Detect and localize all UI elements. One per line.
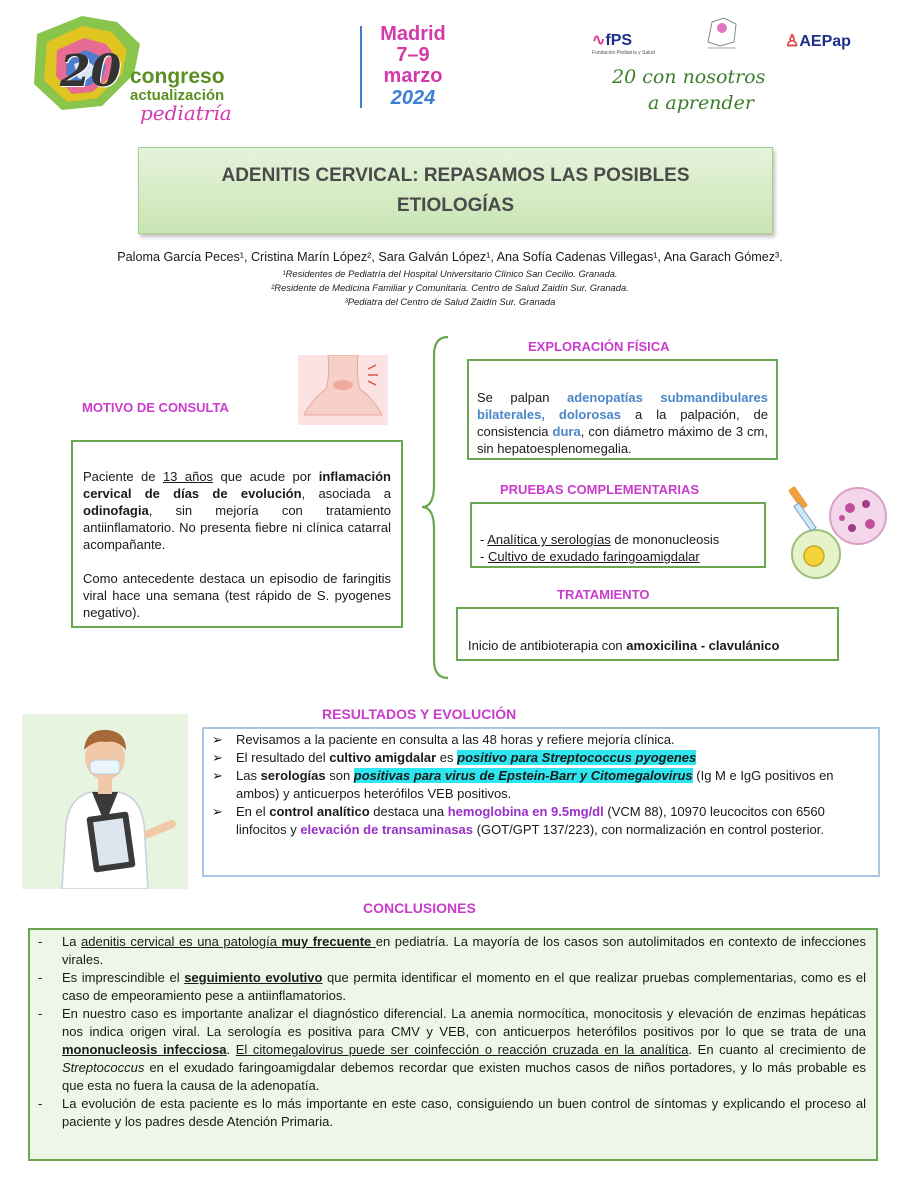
fps-tagline: Fundación Pediatría y Salud xyxy=(592,50,655,56)
conclusiones-list xyxy=(38,933,866,1131)
slogan xyxy=(612,64,765,116)
doctor-illustration xyxy=(22,714,188,889)
conclusion-bold-underline: mononucleosis infecciosa xyxy=(62,1042,227,1057)
curly-brace xyxy=(420,335,450,680)
slogan-line2: a aprender xyxy=(648,92,754,114)
resultados-box xyxy=(202,727,880,877)
neck-pain-illustration xyxy=(298,355,388,425)
exploracion-box xyxy=(467,359,778,460)
resultado-text: destaca una xyxy=(369,804,448,819)
resultado-text: Las xyxy=(236,768,261,783)
motivo-text: Paciente de xyxy=(83,469,163,484)
affiliation-1: ¹Residentes de Pediatría del Hospital Universitario Clínico San Cecilio. Granada. xyxy=(282,268,618,279)
pruebas-item-1 xyxy=(480,531,756,548)
pruebas-dash: - xyxy=(480,549,488,564)
resultado-text: En el xyxy=(236,804,270,819)
lab-illustration xyxy=(780,484,892,582)
conclusion-text: en pediatría. La mayoría de los casos son autolimitados en contexto de infecciones virales. xyxy=(62,934,866,967)
exploracion-title: EXPLORACIÓN FÍSICA xyxy=(528,339,670,354)
resultado-text: Revisamos a la paciente en consulta a las 48 horas y refiere mejoría clínica. xyxy=(236,732,675,747)
antibiotic-name: amoxicilina - clavulánico xyxy=(626,638,780,653)
resultado-text: es xyxy=(436,750,458,765)
event-location-date xyxy=(372,24,454,109)
motivo-text: , sin mejoría con tratamiento antiinflamatorio. No presenta fiebre ni clínica catarral acompañante. xyxy=(83,503,391,552)
dash-bullet: - xyxy=(38,970,43,985)
motivo-text: que acude por xyxy=(213,469,319,484)
arrow-bullet-icon: ➢ xyxy=(212,768,223,783)
arrow-bullet-icon: ➢ xyxy=(212,732,223,747)
resultado-highlight: positivo para Streptococcus pyogenes xyxy=(457,750,697,765)
authors: Paloma García Peces¹, Cristina Marín López², Sara Galván López¹, Ana Sofía Cadenas Villegas¹, Ana Garach Gómez³. xyxy=(117,250,783,264)
conclusion-text: . xyxy=(226,1042,236,1057)
tratamiento-intro: Inicio de antibioterapia con xyxy=(468,638,627,653)
resultado-bold: serologías xyxy=(260,768,326,783)
congress-line1: congreso xyxy=(130,65,225,88)
main-complaint: inflamación cervical de días de evolución xyxy=(83,469,391,501)
resultado-item-3 xyxy=(212,767,868,803)
fps-logo-text: fPS xyxy=(605,32,633,49)
society-emblem-icon xyxy=(702,12,742,52)
affiliation-2: ²Residente de Medicina Familiar y Comunitaria. Centro de Salud Zaidín Sur. Granada. xyxy=(271,282,629,293)
conclusion-text: en el exudado faringoamigdalar debemos recordar que existen muchos casos de niños portadores, y lo más probable es que esta no fuera la causa de la adenopatía. xyxy=(62,1060,866,1093)
exploracion-part: Se palpan xyxy=(477,390,567,405)
title-box xyxy=(138,147,773,234)
pruebas-box xyxy=(470,502,766,568)
congress-name xyxy=(130,66,232,123)
resultados-list xyxy=(212,731,868,839)
arrow-bullet-icon: ➢ xyxy=(212,804,223,819)
conclusiones-title: CONCLUSIONES xyxy=(363,900,476,916)
event-year: 2024 xyxy=(390,87,436,109)
conclusion-item-4 xyxy=(38,1095,866,1131)
resultado-highlight: positivas para virus de Epstein-Barr y Citomegalovirus xyxy=(353,768,693,783)
patient-age: 13 años xyxy=(162,469,214,484)
motivo-paragraph-1 xyxy=(83,468,391,553)
fps-logo xyxy=(592,30,655,56)
event-dates: 7–9 xyxy=(396,44,430,66)
pruebas-cultivo: Cultivo de exudado faringoamigdalar xyxy=(487,549,700,564)
pruebas-title: PRUEBAS COMPLEMENTARIAS xyxy=(500,482,700,497)
poster-title: ADENITIS CERVICAL: REPASAMOS LAS POSIBLES ETIOLOGÍAS xyxy=(221,164,690,216)
resultado-text: son xyxy=(325,768,354,783)
aepap-logo-text: AEPap xyxy=(799,33,851,50)
neck-pain-icon xyxy=(298,355,388,425)
exploracion-text xyxy=(477,389,768,457)
aepap-mark-icon: ♙ xyxy=(785,33,800,50)
congress-line2: actualización xyxy=(130,87,225,104)
motivo-title: MOTIVO DE CONSULTA xyxy=(82,400,229,415)
conclusion-text: La evolución de esta paciente es lo más importante en este caso, consiguiendo un buen control de síntomas y explicando el proceso al paciente y los padres desde Atención Primaria. xyxy=(62,1096,866,1129)
pruebas-mono: de mononucleosis xyxy=(610,532,720,547)
tratamiento-text xyxy=(468,637,829,654)
brace-graphic xyxy=(420,335,450,680)
motivo-paragraph-2: Como antecedente destaca un episodio de faringitis viral hace una semana (test rápido de S. pyogenes negativo). xyxy=(83,571,391,620)
conclusiones-box xyxy=(28,928,878,1161)
resultado-text: El resultado del xyxy=(236,750,330,765)
arrow-bullet-icon: ➢ xyxy=(212,750,223,765)
regional-society-logo xyxy=(702,12,742,52)
conclusion-bold-underline: seguimiento evolutivo xyxy=(184,970,323,985)
tratamiento-box xyxy=(456,607,839,661)
tratamiento-title: TRATAMIENTO xyxy=(557,587,650,602)
exploracion-part: a la palpación, de consistencia xyxy=(477,407,768,439)
doctor-icon xyxy=(22,714,188,889)
conclusion-bold-underline: muy frecuente xyxy=(281,934,376,949)
resultado-text: (Ig M e IgG positivos en ambos) y anticuerpos heterófilos VEB positivos. xyxy=(236,768,834,801)
conclusion-underline: adenitis cervical es una patología xyxy=(81,934,282,949)
pruebas-item-2 xyxy=(480,548,756,565)
event-city: Madrid xyxy=(380,23,446,45)
pruebas-dash: - xyxy=(480,532,488,547)
conclusion-item-3 xyxy=(38,1005,866,1095)
dash-bullet: - xyxy=(38,934,43,949)
conclusion-text: que permita identificar el momento en el que realizar pruebas complementarias, como es el caso de empeoramiento pese a antiinflamatorios. xyxy=(62,970,867,1003)
petri-dish-icon xyxy=(780,484,892,582)
symptom-odinofagia: odinofagia xyxy=(83,503,149,518)
conclusion-text: . En cuanto al crecimiento de xyxy=(688,1042,866,1057)
resultado-item-4 xyxy=(212,803,868,839)
resultados-title: RESULTADOS Y EVOLUCIÓN xyxy=(322,706,517,722)
conclusion-text: En nuestro caso es importante analizar el diagnóstico diferencial. La anemia normocítica, monocitosis y elevación de enzimas hepáticas nos indica origen viral. La serología es positiva para CMV y VEB, con anticuerpos heterófilos positivos por lo que se trata de una xyxy=(62,1006,866,1039)
conclusion-italic: Streptococcus xyxy=(62,1060,145,1075)
resultado-bold: control analítico xyxy=(269,804,370,819)
exploracion-adenopathies: adenopatías submandibulares bilaterales, dolorosas xyxy=(477,390,768,422)
aepap-logo xyxy=(785,31,851,51)
conclusion-item-2 xyxy=(38,969,866,1005)
exploracion-consistency: dura xyxy=(552,424,581,439)
resultado-text: (VCM 88), 10970 leucocitos con 6560 linfocitos y xyxy=(236,804,825,837)
conclusion-item-1 xyxy=(38,933,866,969)
event-month: marzo xyxy=(383,65,443,87)
motivo-box xyxy=(71,440,403,628)
congress-line3: pediatría xyxy=(140,101,232,125)
resultado-purple: hemoglobina en 9.5mg/dl xyxy=(447,804,604,819)
slogan-line1: 20 con nosotros xyxy=(612,66,766,88)
exploracion-part: , con diámetro máximo de 3 cm, sin hepatoesplenomegalia. xyxy=(477,424,768,456)
resultado-item-2 xyxy=(212,749,868,767)
resultado-text: (GOT/GPT 137/223), con normalización en control posterior. xyxy=(473,822,824,837)
conclusion-underline: El citomegalovirus puede ser coinfección o reacción cruzada en la analítica xyxy=(235,1042,689,1057)
header-divider xyxy=(360,26,362,108)
resultado-item-1 xyxy=(212,731,868,749)
pruebas-analitica: Analítica y serologías xyxy=(487,532,611,547)
dash-bullet: - xyxy=(38,1096,43,1111)
resultado-purple: elevación de transaminasas xyxy=(300,822,474,837)
dash-bullet: - xyxy=(38,1006,43,1021)
motivo-text: , asociada a xyxy=(301,486,391,501)
fps-mark-icon: ∿ xyxy=(592,32,606,49)
resultado-bold: cultivo amigdalar xyxy=(329,750,437,765)
conclusion-text: Es imprescindible el xyxy=(62,970,185,985)
conclusion-text: La xyxy=(62,934,81,949)
congress-number: 20 xyxy=(60,46,122,97)
affiliation-3: ³Pediatra del Centro de Salud Zaidín Sur. Granada xyxy=(344,296,556,307)
